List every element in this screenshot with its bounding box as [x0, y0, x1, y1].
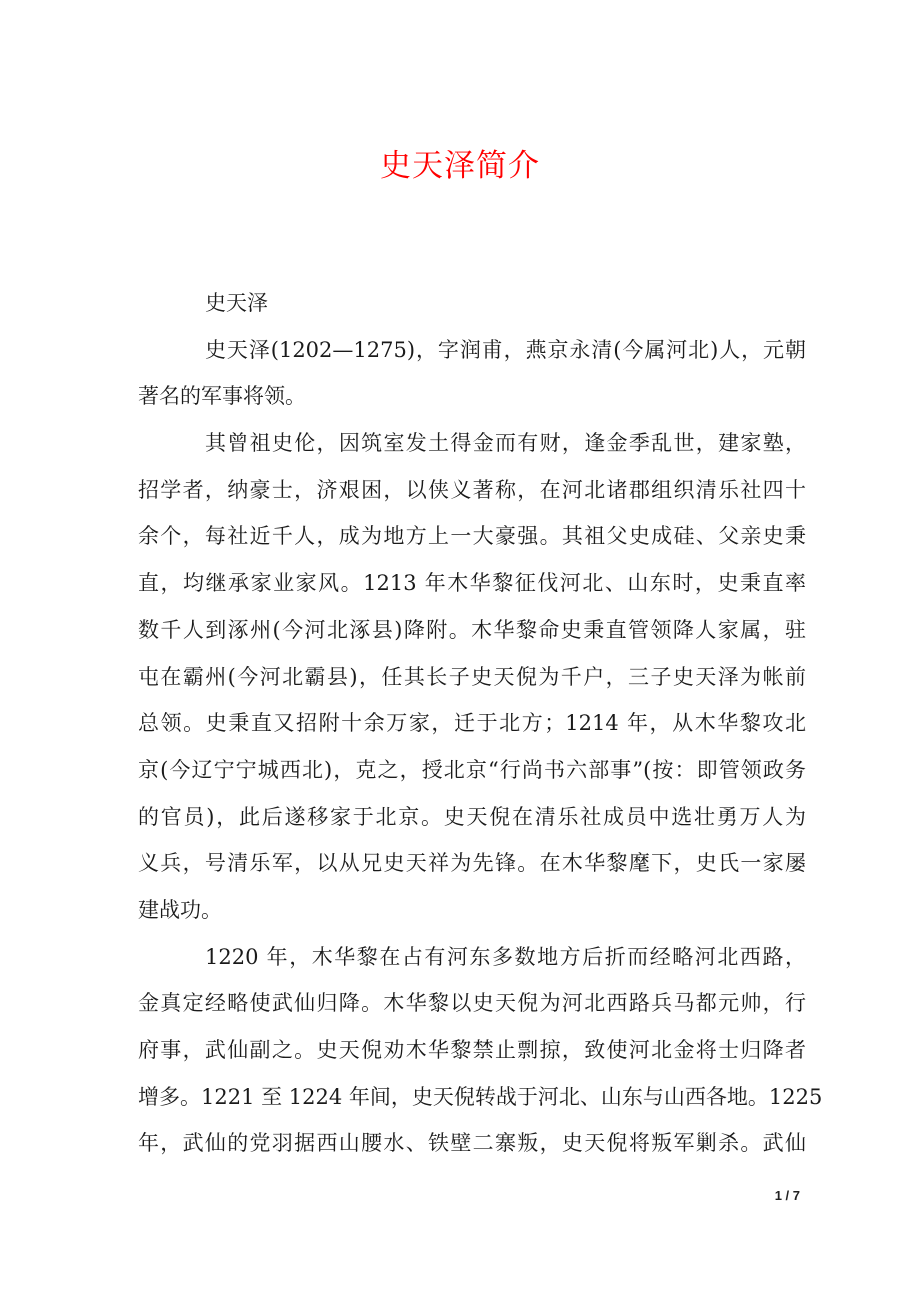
paragraph-intro	[138, 327, 806, 420]
document-title: 史天泽简介	[380, 148, 540, 184]
text-line: 建战功。	[138, 897, 222, 922]
text-line: 数千人到涿州(今河北涿县)降附。木华黎命史秉直管领降人家属，驻	[138, 617, 806, 642]
page-number: 1 / 7	[774, 1188, 800, 1203]
text-line: 府事，武仙副之。史天倪劝木华黎禁止剽掠，致使河北金将士归降者	[138, 1038, 806, 1062]
text-line: 著名的军事将领。	[138, 384, 306, 409]
text-line: 直，均继承家业家风。1213 年木华黎征伐河北、山东时，史秉直率	[138, 571, 806, 596]
text-line: 1220 年，木华黎在占有河东多数地方后折而经略河北西路，	[205, 944, 806, 969]
paragraph-family-history	[138, 420, 806, 934]
text-line: 史天泽(1202—1275)，字润甫，燕京永清(今属河北)人，元朝	[205, 337, 806, 362]
document-body	[138, 280, 823, 1167]
text-line: 总领。史秉直又招附十余万家，迁于北方；1214 年，从木华黎攻北	[138, 711, 806, 736]
text-line: 金真定经略使武仙归降。木华黎以史天倪为河北西路兵马都元帅，行	[138, 991, 806, 1016]
text-line: 史天泽	[205, 291, 268, 315]
text-line: 义兵，号清乐军，以从兄史天祥为先锋。在木华黎麾下，史氏一家屡	[138, 851, 806, 876]
text-line: 年，武仙的党羽据西山腰水、铁壁二寨叛，史天倪将叛军剿杀。武仙	[138, 1131, 806, 1156]
paragraph-name	[138, 280, 806, 327]
text-line: 增多。1221 至 1224 年间，史天倪转战于河北、山东与山西各地。1225	[138, 1084, 823, 1109]
text-line: 余个，每社近千人，成为地方上一大豪强。其祖父史成硅、父亲史秉	[138, 524, 806, 549]
text-line: 屯在霸州(今河北霸县)，任其长子史天倪为千户，三子史天泽为帐前	[138, 664, 806, 689]
text-line: 京(今辽宁宁城西北)，克之，授北京“行尚书六部事”(按：即管领政务	[138, 757, 806, 782]
paragraph-1220-campaign	[138, 934, 823, 1167]
text-line: 的官员)，此后遂移家于北京。史天倪在清乐社成员中选壮勇万人为	[138, 804, 806, 829]
text-line: 招学者，纳豪士，济艰困，以侠义著称，在河北诸郡组织清乐社四十	[138, 477, 806, 502]
text-line: 其曾祖史伦，因筑室发土得金而有财，逢金季乱世，建家塾，	[205, 431, 806, 456]
